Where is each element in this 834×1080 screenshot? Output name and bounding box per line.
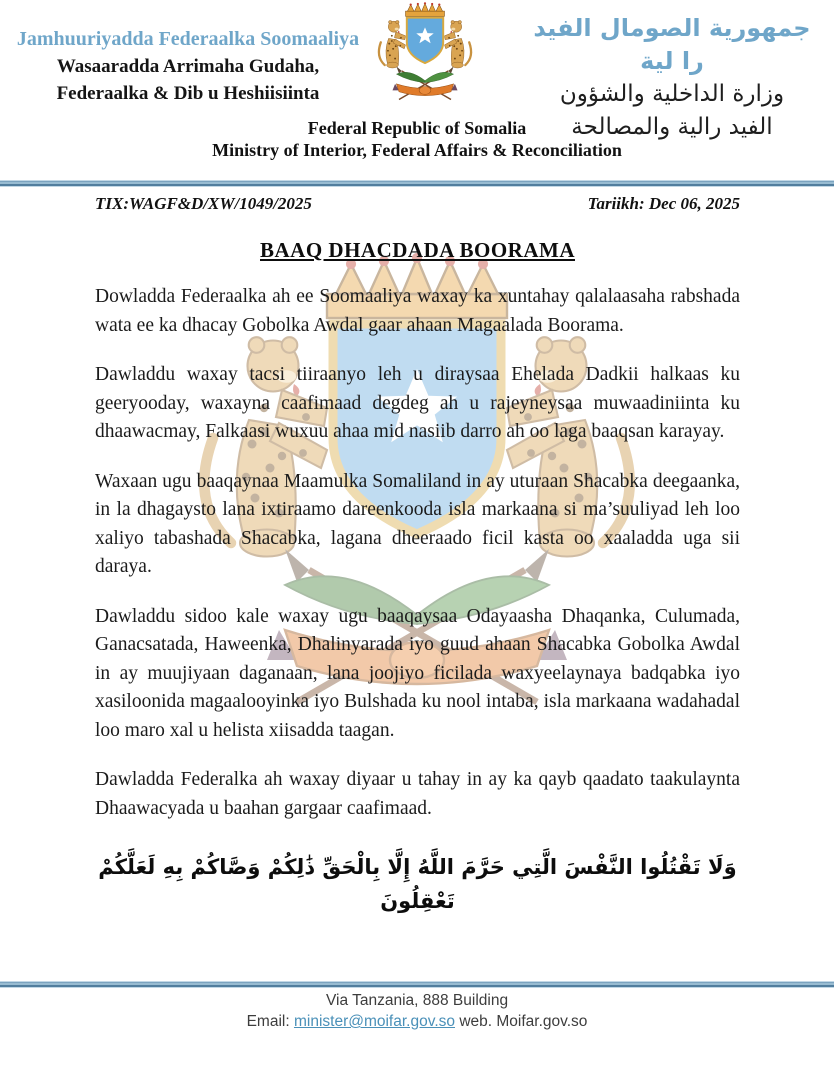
footer-block — [0, 990, 834, 1032]
document-date: Tariikh: Dec 06, 2025 — [587, 194, 740, 213]
header-english-block — [0, 117, 834, 162]
paragraph-1: Dowladda Federaalka ah ee Soomaaliya waxay ka xuntahay qalalaasaha rabshada wata ee ka dhacay Gobolka Awdal gaar ahaan Magaalada Boorama. — [95, 286, 740, 336]
paragraphs-block — [95, 283, 740, 823]
footer-divider-line — [0, 981, 834, 988]
email-link[interactable]: minister@moifar.gov.so — [293, 1013, 455, 1030]
reference-number: TIX:WAGF&D/XW/1049/2025 — [95, 194, 312, 213]
ministry-name-somali-line2: Federaalka & Dib u Heshiisiinta — [56, 83, 320, 104]
quran-verse-arabic: وَلَا تَقْتُلُوا النَّفْسَ الَّتِي حَرَّمَ اللَّهُ إِلَّا بِالْحَقِّ ذَٰلِكُمْ وَصَّاكُمْ بِهِ لَعَلَّكُمْ تَعْقِلُونَ — [98, 855, 737, 913]
header-somali-block — [16, 26, 360, 107]
reference-row — [95, 194, 740, 214]
paragraph-3: Waxaan ugu baaqaynaa Maamulka Somaliland in ay uturaan Shacabka deegaanka, in la dhagaysto lana ixtiraamo dareenkooda isla markaana si ma’suuliyad leh loo xaliyo tabashada Shacabka, lagana dheeraado ficil kasta oo xaaladda uga sii daraya. — [95, 470, 740, 577]
footer-address: Via Tanzania, 888 Building — [325, 992, 509, 1009]
ministry-name-english: Ministry of Interior, Federal Affairs & Reconciliation — [212, 140, 622, 160]
paragraph-2: Dawladdu waxay tacsi tiiraanyo leh u diraysaa Ehelada Dadkii halkaas ku geeryooday, waxayna caafimaad degdeg ah u rajeyneysaa muwaadiniinta ku dhaawacmay, Falkaasi wuxuu ahaa mid nasiib darro ah oo laga baaqsan karayay. — [95, 364, 740, 442]
republic-name-arabic: جمهورية الصومال الفيد را لية — [533, 14, 811, 75]
ministry-name-somali-line1: Wasaaradda Arrimaha Gudaha, — [56, 56, 320, 77]
header-emblem — [360, 2, 490, 111]
footer-contact-line — [0, 1011, 834, 1032]
ministry-name-arabic-line2: الفيد رالية والمصالحة — [571, 114, 773, 140]
republic-name-somali: Jamhuuriyadda Federaalka Soomaaliya — [16, 28, 360, 50]
ministry-name-arabic-line1: وزارة الداخلية والشؤون — [559, 81, 785, 107]
somalia-coat-of-arms-icon — [360, 2, 490, 106]
email-label: Email: — [246, 1013, 290, 1030]
republic-name-english: Federal Republic of Somalia — [307, 118, 527, 138]
letter-body — [95, 194, 740, 918]
paragraph-5: Dawladda Federalka ah waxay diyaar u tahay in ay ka qayb qaadato taakulaynta Dhaawacyada u baahan gargaar caafimaad. — [95, 769, 740, 819]
website-text: web. Moifar.gov.so — [459, 1013, 588, 1030]
header-divider-line — [0, 180, 834, 187]
document-title: BAAQ DHACDADA BOORAMA — [260, 238, 575, 262]
paragraph-4: Dawladdu sidoo kale waxay ugu baaqaysaa Odayaasha Dhaqanka, Culumada, Ganacsatada, Haweenka, Dhalinyarada iyo guud ahaan Shacabka Gobolka Awdal in ay muujiyaan daganaan, lana joojiyo ficilada waxyeelaynaya badqabka iyo xasiloonida magaalooyinka iyo Bulshada ku nool intaba, isla markaana wadahadal loo maro xal u helista xiisadda taagan. — [95, 605, 740, 741]
